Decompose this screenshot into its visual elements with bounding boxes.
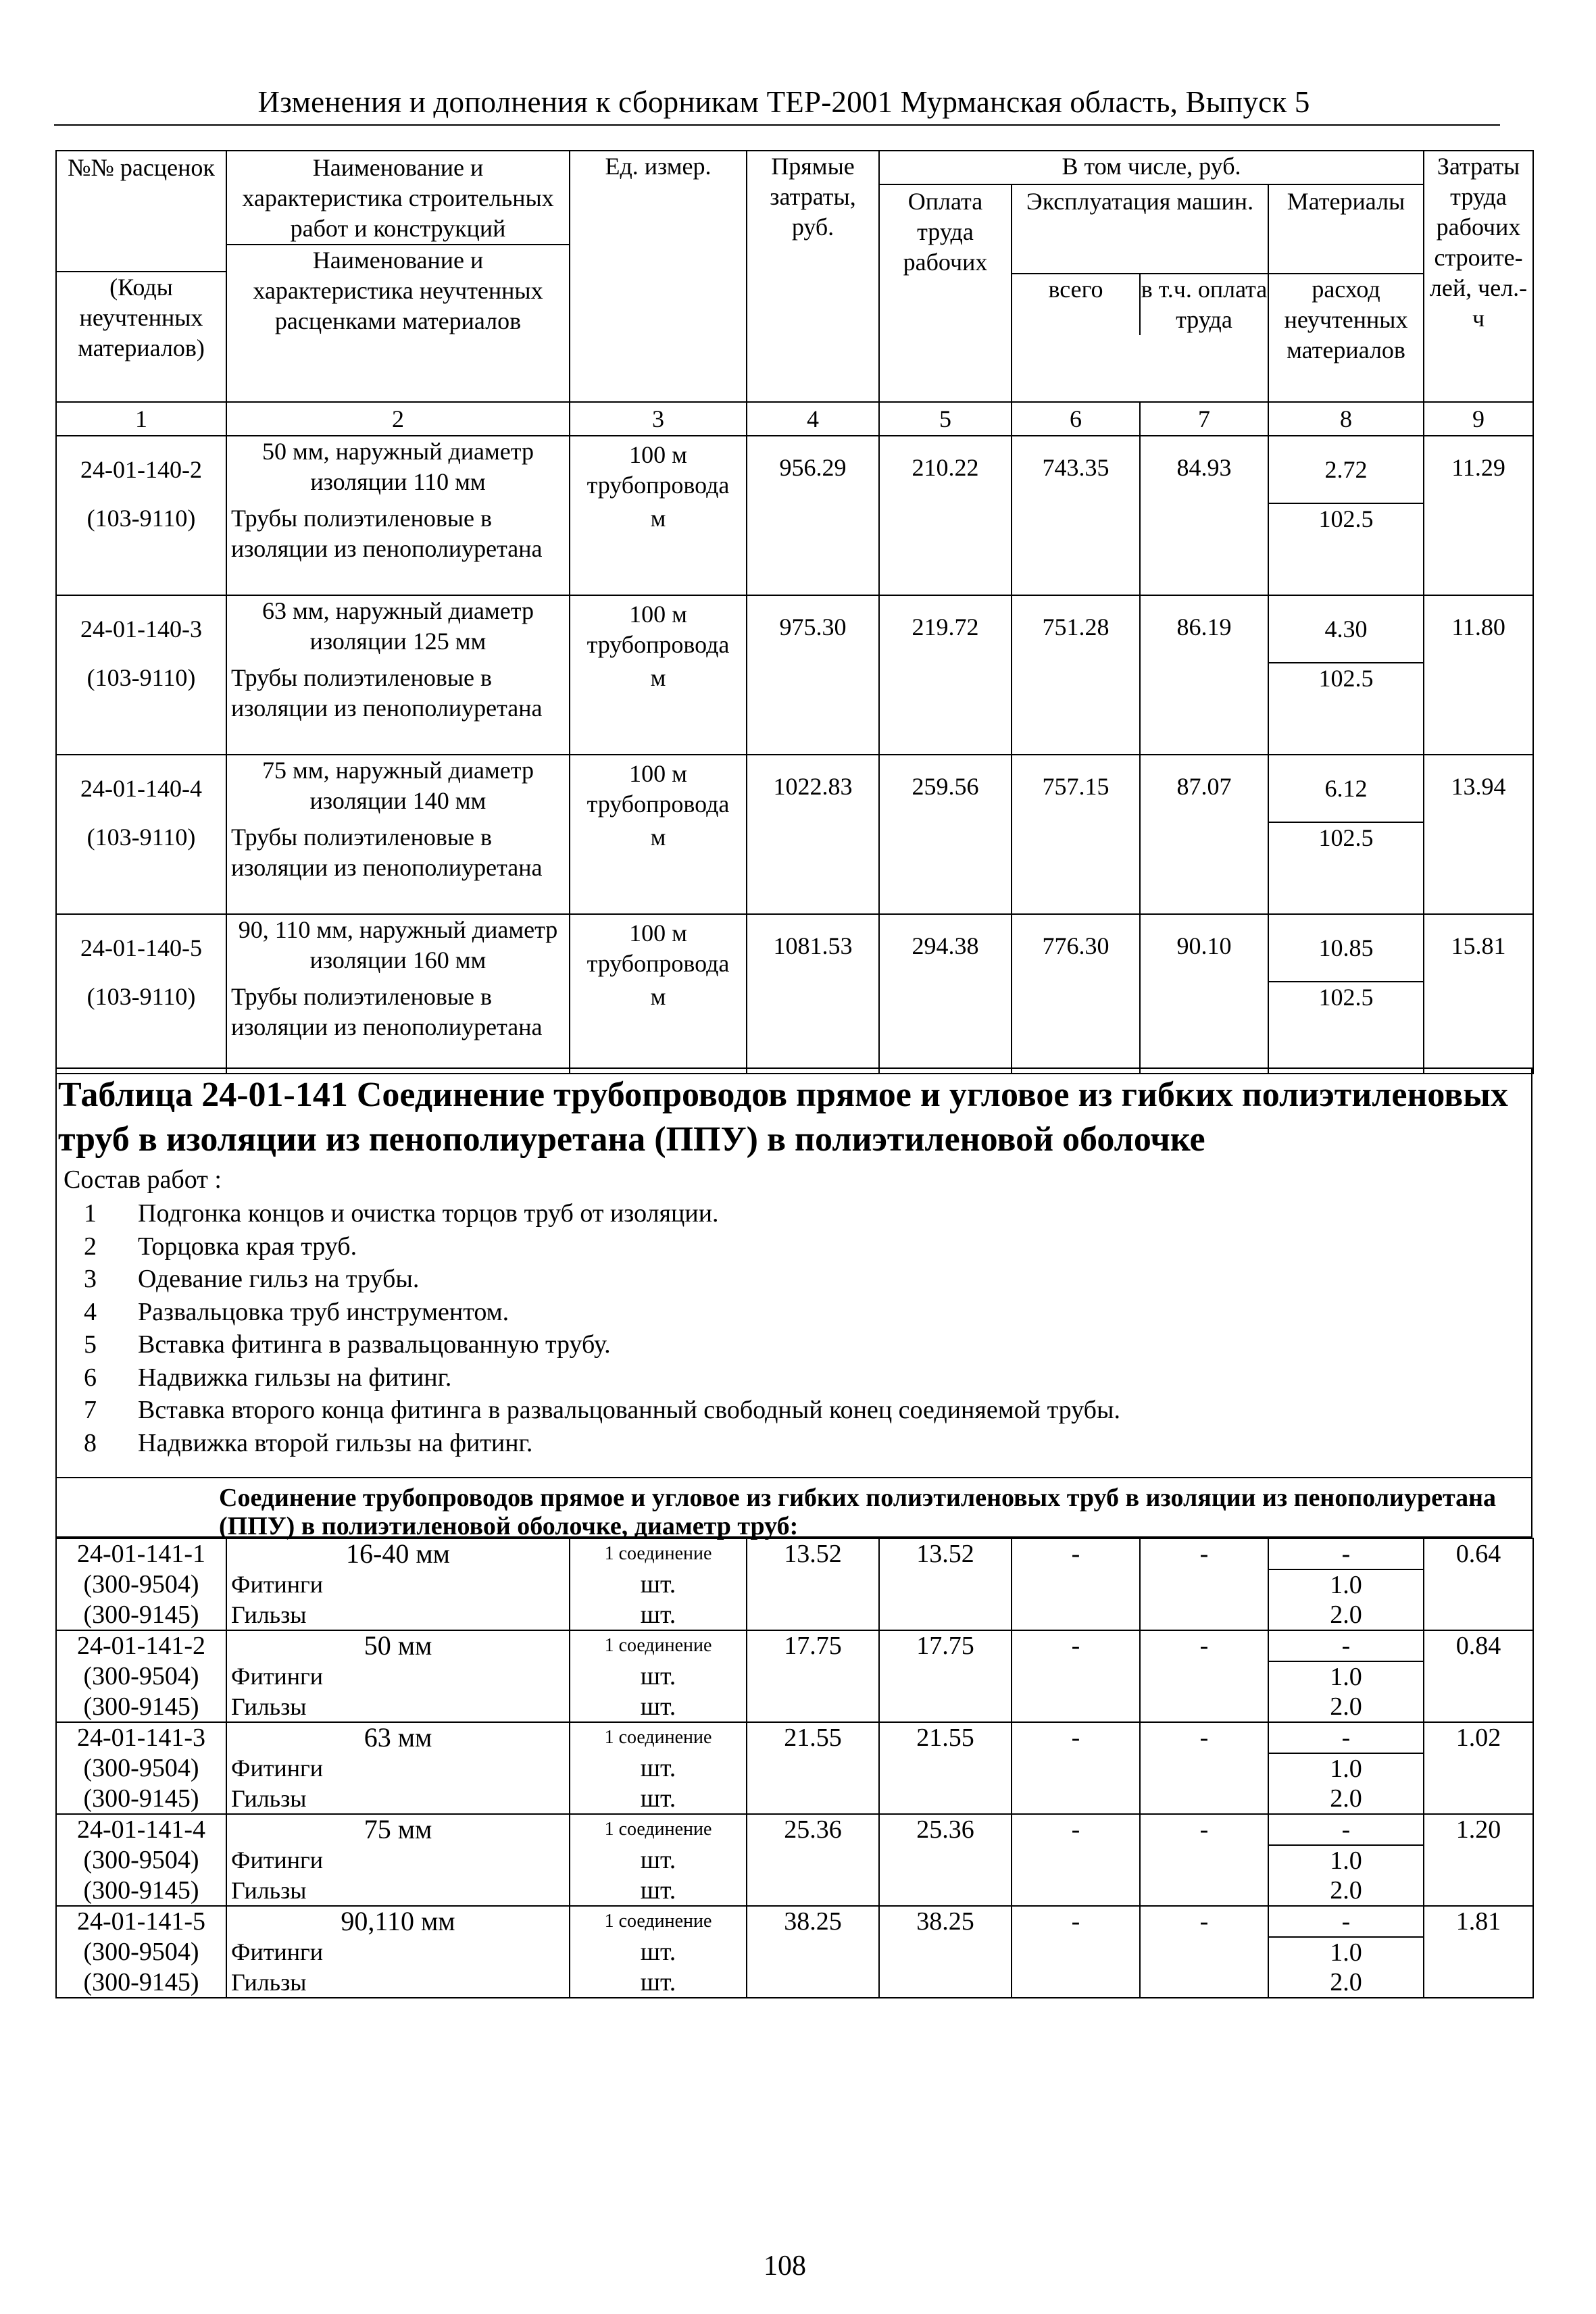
material-name: Фитинги bbox=[226, 1661, 570, 1692]
materials-cost: - bbox=[1268, 1814, 1424, 1845]
material-name: Фитинги bbox=[226, 1937, 570, 1967]
table-row bbox=[56, 1722, 1533, 1753]
labor-cost: 294.38 bbox=[879, 914, 1012, 1074]
material-code: (300-9504) bbox=[56, 1845, 226, 1876]
rate-name: 75 мм bbox=[226, 1814, 570, 1845]
header-rule bbox=[54, 124, 1500, 126]
material-name: Гильзы bbox=[226, 1600, 570, 1630]
material-code: (103-9110) bbox=[56, 663, 226, 755]
material-code: (300-9504) bbox=[56, 1661, 226, 1692]
direct-cost: 956.29 bbox=[747, 436, 879, 595]
machines-cost: - bbox=[1012, 1906, 1140, 1998]
col-code-header bbox=[56, 151, 226, 402]
material-name: Гильзы bbox=[226, 1692, 570, 1722]
material-unit: шт. bbox=[570, 1753, 747, 1784]
machines-labor-cost: 86.19 bbox=[1140, 595, 1268, 755]
rate-name: 16-40 мм bbox=[226, 1538, 570, 1569]
rate-code: 24-01-140-3 bbox=[56, 595, 226, 663]
work-steps-list bbox=[64, 1197, 1120, 1459]
direct-cost: 38.25 bbox=[747, 1906, 879, 1998]
rate-unit: 1 соединение bbox=[570, 1814, 747, 1845]
machines-labor-cost: - bbox=[1140, 1630, 1268, 1722]
labor-hours: 1.81 bbox=[1424, 1906, 1533, 1998]
col-machines-total-header: всего bbox=[1012, 274, 1141, 335]
direct-cost: 17.75 bbox=[747, 1630, 879, 1722]
labor-hours: 1.20 bbox=[1424, 1814, 1533, 1906]
col-number: 6 bbox=[1012, 402, 1140, 436]
material-unit: шт. bbox=[570, 1661, 747, 1692]
col-mat-name-label: Наименование и характеристика неучтенных расценками материалов bbox=[227, 244, 569, 336]
col-number: 8 bbox=[1268, 402, 1424, 436]
list-item bbox=[64, 1263, 1120, 1296]
material-name: Трубы полиэтиленовые в изоляции из пенополиуретана bbox=[226, 663, 570, 755]
material-name: Гильзы bbox=[226, 1876, 570, 1906]
section-title bbox=[58, 1073, 1538, 1162]
col-unit-header: Ед. измер. bbox=[570, 151, 747, 402]
machines-cost: 757.15 bbox=[1012, 755, 1140, 914]
material-qty: 102.5 bbox=[1268, 503, 1424, 595]
material-unit: м bbox=[570, 822, 747, 914]
list-item bbox=[64, 1427, 1120, 1460]
material-qty: 1.0 bbox=[1268, 1937, 1424, 1967]
step-number: 6 bbox=[84, 1363, 97, 1392]
table-row bbox=[56, 755, 1533, 822]
machines-labor-cost: - bbox=[1140, 1722, 1268, 1814]
col-group-header bbox=[879, 151, 1424, 402]
materials-cost: - bbox=[1268, 1722, 1424, 1753]
material-name: Гильзы bbox=[226, 1967, 570, 1998]
labor-hours: 11.80 bbox=[1424, 595, 1533, 755]
material-unit: м bbox=[570, 663, 747, 755]
step-text: Подгонка концов и очистка торцов труб от изоляции. bbox=[138, 1199, 719, 1228]
material-code: (103-9110) bbox=[56, 982, 226, 1074]
material-qty: 2.0 bbox=[1268, 1784, 1424, 1814]
labor-cost: 210.22 bbox=[879, 436, 1012, 595]
rate-code: 24-01-140-5 bbox=[56, 914, 226, 982]
material-qty: 1.0 bbox=[1268, 1845, 1424, 1876]
col-number: 5 bbox=[879, 402, 1012, 436]
materials-cost: - bbox=[1268, 1630, 1424, 1661]
machines-labor-cost: 87.07 bbox=[1140, 755, 1268, 914]
step-number: 2 bbox=[84, 1232, 97, 1261]
step-number: 7 bbox=[84, 1396, 97, 1424]
material-unit: м bbox=[570, 982, 747, 1074]
material-code: (300-9145) bbox=[56, 1967, 226, 1998]
materials-cost: 2.72 bbox=[1268, 436, 1424, 503]
material-unit: шт. bbox=[570, 1937, 747, 1967]
direct-cost: 1081.53 bbox=[747, 914, 879, 1074]
step-text: Вставка фитинга в развальцованную трубу. bbox=[138, 1330, 611, 1359]
step-number: 5 bbox=[84, 1330, 97, 1359]
table-141-heading-box bbox=[55, 1478, 1532, 1538]
labor-cost: 21.55 bbox=[879, 1722, 1012, 1814]
rate-unit: 1 соединение bbox=[570, 1906, 747, 1937]
direct-cost: 13.52 bbox=[747, 1538, 879, 1630]
machines-cost: - bbox=[1012, 1814, 1140, 1906]
col-group-label: В том числе, руб. bbox=[880, 151, 1423, 185]
step-number: 1 bbox=[84, 1199, 97, 1228]
material-qty: 102.5 bbox=[1268, 982, 1424, 1074]
step-text: Развальцовка труб инструментом. bbox=[138, 1297, 509, 1326]
material-unit: шт. bbox=[570, 1692, 747, 1722]
rate-name: 75 мм, наружный диаметр изоляции 140 мм bbox=[226, 755, 570, 822]
material-unit: шт. bbox=[570, 1784, 747, 1814]
rate-code: 24-01-141-5 bbox=[56, 1906, 226, 1937]
machines-cost: - bbox=[1012, 1538, 1140, 1630]
col-group-body bbox=[880, 185, 1423, 401]
machines-cost: 751.28 bbox=[1012, 595, 1140, 755]
rate-name: 50 мм, наружный диаметр изоляции 110 мм bbox=[226, 436, 570, 503]
col-code-label: №№ расценок bbox=[68, 154, 215, 181]
table-row bbox=[56, 436, 1533, 503]
rate-unit: 1 соединение bbox=[570, 1630, 747, 1661]
material-unit: шт. bbox=[570, 1876, 747, 1906]
rates-table-141 bbox=[55, 1538, 1534, 1998]
material-name: Гильзы bbox=[226, 1784, 570, 1814]
materials-cost: - bbox=[1268, 1906, 1424, 1937]
step-number: 8 bbox=[84, 1428, 97, 1457]
machines-cost: 776.30 bbox=[1012, 914, 1140, 1074]
material-qty: 2.0 bbox=[1268, 1876, 1424, 1906]
col-hours-header: Затраты труда рабочих строите-лей, чел.-ч bbox=[1424, 151, 1533, 402]
list-item bbox=[64, 1296, 1120, 1329]
rates-table-140 bbox=[55, 150, 1534, 1074]
material-unit: шт. bbox=[570, 1845, 747, 1876]
col-labor-header: Оплата труда рабочих bbox=[880, 185, 1012, 401]
material-qty: 102.5 bbox=[1268, 822, 1424, 914]
machines-labor-cost: 84.93 bbox=[1140, 436, 1268, 595]
step-text: Вставка второго конца фитинга в развальцованный свободный конец соединяемой трубы. bbox=[138, 1396, 1121, 1424]
material-code: (300-9145) bbox=[56, 1600, 226, 1630]
table-row bbox=[56, 914, 1533, 982]
direct-cost: 975.30 bbox=[747, 595, 879, 755]
direct-cost: 21.55 bbox=[747, 1722, 879, 1814]
table-row bbox=[56, 1906, 1533, 1937]
material-unit: шт. bbox=[570, 1600, 747, 1630]
machines-labor-cost: - bbox=[1140, 1906, 1268, 1998]
col-materials-label: Материалы bbox=[1269, 185, 1423, 274]
col-name-header bbox=[226, 151, 570, 402]
section-title-line: Таблица 24-01-141 Соединение трубопроводов прямое и угловое из гибких полиэтиленовых bbox=[58, 1076, 1508, 1114]
rate-code: 24-01-140-4 bbox=[56, 755, 226, 822]
labor-cost: 38.25 bbox=[879, 1906, 1012, 1998]
material-code: (300-9145) bbox=[56, 1692, 226, 1722]
material-unit: м bbox=[570, 503, 747, 595]
material-qty: 1.0 bbox=[1268, 1753, 1424, 1784]
col-machines-header bbox=[1012, 185, 1269, 401]
material-name: Фитинги bbox=[226, 1753, 570, 1784]
table-141-heading: Соединение трубопроводов прямое и угловое из гибких полиэтиленовых труб в изоляции из пенополиуретана (ППУ) в полиэтиленовой оболочке, диаметр труб: bbox=[219, 1484, 1496, 1540]
col-machines-labor-header: в т.ч. оплата труда bbox=[1141, 276, 1268, 333]
col-machines-label: Эксплуатация машин. bbox=[1012, 185, 1268, 274]
step-number: 4 bbox=[84, 1297, 97, 1326]
labor-cost: 259.56 bbox=[879, 755, 1012, 914]
rate-unit: 1 соединение bbox=[570, 1722, 747, 1753]
step-text: Торцовка края труб. bbox=[138, 1232, 357, 1261]
rate-name: 90,110 мм bbox=[226, 1906, 570, 1937]
table-row bbox=[56, 595, 1533, 663]
col-direct-header: Прямые затраты, руб. bbox=[747, 151, 879, 402]
machines-cost: 743.35 bbox=[1012, 436, 1140, 595]
material-qty: 102.5 bbox=[1268, 663, 1424, 755]
labor-hours: 13.94 bbox=[1424, 755, 1533, 914]
list-item bbox=[64, 1230, 1120, 1263]
labor-cost: 17.75 bbox=[879, 1630, 1012, 1722]
machines-labor-cost: - bbox=[1140, 1814, 1268, 1906]
materials-cost: 10.85 bbox=[1268, 914, 1424, 982]
material-code: (103-9110) bbox=[56, 503, 226, 595]
material-code: (300-9145) bbox=[56, 1784, 226, 1814]
labor-hours: 11.29 bbox=[1424, 436, 1533, 595]
material-qty: 1.0 bbox=[1268, 1569, 1424, 1600]
col-number: 1 bbox=[56, 402, 226, 436]
col-mat-code-label: (Коды неучтенных материалов) bbox=[57, 271, 226, 363]
rate-name: 63 мм, наружный диаметр изоляции 125 мм bbox=[226, 595, 570, 663]
col-number: 7 bbox=[1140, 402, 1268, 436]
step-text: Надвижка второй гильзы на фитинг. bbox=[138, 1428, 533, 1457]
table-row bbox=[56, 1538, 1533, 1569]
machines-labor-cost: - bbox=[1140, 1538, 1268, 1630]
materials-cost: - bbox=[1268, 1538, 1424, 1569]
rate-unit: 100 м трубопровода bbox=[570, 755, 747, 822]
table-row bbox=[56, 1630, 1533, 1661]
rate-code: 24-01-141-4 bbox=[56, 1814, 226, 1845]
rate-name: 90, 110 мм, наружный диаметр изоляции 160 мм bbox=[226, 914, 570, 982]
rate-code: 24-01-141-2 bbox=[56, 1630, 226, 1661]
col-mat-usage-label: расход неучтенных материалов bbox=[1284, 276, 1408, 363]
direct-cost: 25.36 bbox=[747, 1814, 879, 1906]
material-name: Трубы полиэтиленовые в изоляции из пенополиуретана bbox=[226, 982, 570, 1074]
step-text: Надвижка гильзы на фитинг. bbox=[138, 1363, 452, 1392]
labor-hours: 1.02 bbox=[1424, 1722, 1533, 1814]
col-number: 3 bbox=[570, 402, 747, 436]
labor-cost: 13.52 bbox=[879, 1538, 1012, 1630]
material-code: (300-9504) bbox=[56, 1753, 226, 1784]
list-item bbox=[64, 1197, 1120, 1230]
col-number: 9 bbox=[1424, 402, 1533, 436]
rate-unit: 100 м трубопровода bbox=[570, 436, 747, 503]
col-number: 2 bbox=[226, 402, 570, 436]
rate-unit: 100 м трубопровода bbox=[570, 914, 747, 982]
list-item bbox=[64, 1394, 1120, 1427]
material-code: (300-9504) bbox=[56, 1569, 226, 1600]
col-machines-sub bbox=[1012, 274, 1268, 335]
material-unit: шт. bbox=[570, 1967, 747, 1998]
labor-hours: 0.64 bbox=[1424, 1538, 1533, 1630]
rate-code: 24-01-141-1 bbox=[56, 1538, 226, 1569]
material-qty: 1.0 bbox=[1268, 1661, 1424, 1692]
section-title-line: труб в изоляции из пенополиуретана (ППУ) в полиэтиленовой оболочке bbox=[58, 1120, 1205, 1159]
materials-cost: 4.30 bbox=[1268, 595, 1424, 663]
labor-cost: 25.36 bbox=[879, 1814, 1012, 1906]
labor-cost: 219.72 bbox=[879, 595, 1012, 755]
material-code: (103-9110) bbox=[56, 822, 226, 914]
step-number: 3 bbox=[84, 1265, 97, 1293]
rate-name: 50 мм bbox=[226, 1630, 570, 1661]
labor-hours: 0.84 bbox=[1424, 1630, 1533, 1722]
work-composition-heading: Состав работ : bbox=[64, 1165, 222, 1194]
rate-unit: 1 соединение bbox=[570, 1538, 747, 1569]
col-number: 4 bbox=[747, 402, 879, 436]
table-row bbox=[56, 1814, 1533, 1845]
machines-cost: - bbox=[1012, 1630, 1140, 1722]
page-header: Изменения и дополнения к сборникам ТЕР-2001 Мурманская область, Выпуск 5 bbox=[257, 85, 1310, 119]
material-unit: шт. bbox=[570, 1569, 747, 1600]
material-name: Фитинги bbox=[226, 1569, 570, 1600]
direct-cost: 1022.83 bbox=[747, 755, 879, 914]
rate-name: 63 мм bbox=[226, 1722, 570, 1753]
rate-code: 24-01-141-3 bbox=[56, 1722, 226, 1753]
material-qty: 2.0 bbox=[1268, 1600, 1424, 1630]
col-name-label: Наименование и характеристика строительных работ и конструкций bbox=[242, 154, 554, 242]
material-code: (300-9504) bbox=[56, 1937, 226, 1967]
materials-cost: 6.12 bbox=[1268, 755, 1424, 822]
material-qty: 2.0 bbox=[1268, 1692, 1424, 1722]
rate-unit: 100 м трубопровода bbox=[570, 595, 747, 663]
material-qty: 2.0 bbox=[1268, 1967, 1424, 1998]
list-item bbox=[64, 1328, 1120, 1361]
machines-cost: - bbox=[1012, 1722, 1140, 1814]
col-materials-header bbox=[1269, 185, 1423, 401]
table-141-section bbox=[55, 1067, 1532, 1478]
step-text: Одевание гильз на трубы. bbox=[138, 1265, 420, 1293]
labor-hours: 15.81 bbox=[1424, 914, 1533, 1074]
column-numbers-row bbox=[56, 402, 1533, 436]
material-name: Фитинги bbox=[226, 1845, 570, 1876]
material-name: Трубы полиэтиленовые в изоляции из пенополиуретана bbox=[226, 503, 570, 595]
machines-labor-cost: 90.10 bbox=[1140, 914, 1268, 1074]
material-name: Трубы полиэтиленовые в изоляции из пенополиуретана bbox=[226, 822, 570, 914]
list-item bbox=[64, 1361, 1120, 1394]
page-number: 108 bbox=[764, 2250, 806, 2282]
rate-code: 24-01-140-2 bbox=[56, 436, 226, 503]
material-code: (300-9145) bbox=[56, 1876, 226, 1906]
